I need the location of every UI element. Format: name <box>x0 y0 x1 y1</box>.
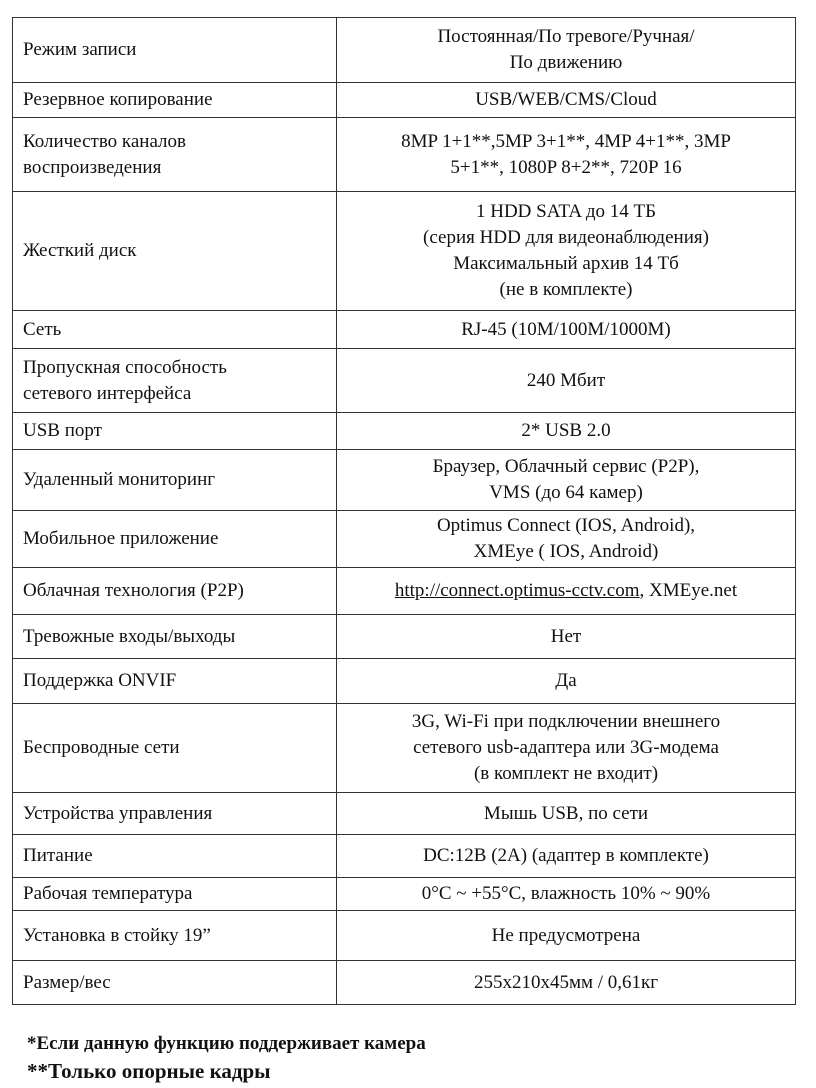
row-label <box>13 511 337 568</box>
label-line: Устройства управления <box>23 802 213 824</box>
row-value <box>337 659 796 704</box>
row-value <box>337 450 796 511</box>
row-label <box>13 835 337 878</box>
table-row <box>13 704 796 793</box>
label-line: Жесткий диск <box>23 240 137 261</box>
label-line: Пропускная способность <box>23 356 227 378</box>
table-row <box>13 511 796 568</box>
table-row <box>13 349 796 413</box>
value-line: RJ-45 (10M/100M/1000M) <box>461 318 671 340</box>
table-row <box>13 413 796 450</box>
row-value <box>337 18 796 83</box>
row-value <box>337 83 796 118</box>
row-value <box>337 911 796 961</box>
table-row <box>13 835 796 878</box>
label-line: сетевого интерфейса <box>23 382 192 404</box>
row-value <box>337 615 796 659</box>
label-line: Размер/вес <box>23 971 111 993</box>
value-line: (в комплект не входит) <box>473 763 659 784</box>
label-line: Сеть <box>23 318 62 340</box>
row-value <box>337 793 796 835</box>
row-label <box>13 793 337 835</box>
footnote-key-frames: **Только опорные кадры <box>27 1059 271 1083</box>
label-line: воспроизведения <box>23 156 162 178</box>
row-value <box>337 878 796 911</box>
table-row <box>13 118 796 192</box>
value-line: По движению <box>509 52 623 73</box>
value-line: 5+1**, 1080P 8+2**, 720P 16 <box>450 156 682 178</box>
label-line: Резервное копирование <box>23 89 213 110</box>
footnote-camera-support: *Если данную функцию поддерживает камера <box>27 1033 426 1054</box>
value-line: 0°C ~ +55°C, влажность 10% ~ 90% <box>421 883 711 904</box>
value-line: 240 Мбит <box>526 369 606 391</box>
row-label <box>13 659 337 704</box>
table-row <box>13 450 796 511</box>
row-label <box>13 311 337 349</box>
label-line: Удаленный мониторинг <box>23 469 216 490</box>
label-line: Установка в стойку 19” <box>23 924 211 946</box>
value-line: Optimus Connect (IOS, Android), <box>436 515 696 536</box>
row-label <box>13 83 337 118</box>
row-value <box>337 704 796 793</box>
table-row <box>13 568 796 615</box>
table-row <box>13 18 796 83</box>
value-line: 2* USB 2.0 <box>521 420 611 441</box>
value-line: 8MP 1+1**,5MP 3+1**, 4MP 4+1**, 3MP <box>401 130 731 152</box>
table-row <box>13 615 796 659</box>
row-value <box>337 511 796 568</box>
value-line: 3G, Wi-Fi при подключении внешнего <box>411 711 721 732</box>
row-label <box>13 118 337 192</box>
value-line: 1 HDD SATA до 14 ТБ <box>475 201 657 222</box>
specs-table <box>12 17 796 1005</box>
row-value <box>337 413 796 450</box>
value-line: Не предусмотрена <box>491 924 641 946</box>
row-label <box>13 704 337 793</box>
label-line: Количество каналов <box>23 130 187 152</box>
value-line: 255x210x45мм / 0,61кг <box>473 971 659 993</box>
label-line: Мобильное приложение <box>23 528 219 549</box>
cloud-link[interactable]: http://connect.optimus-cctv.com <box>394 580 640 601</box>
label-line: Беспроводные сети <box>23 737 180 758</box>
row-label <box>13 568 337 615</box>
row-value <box>337 118 796 192</box>
row-label <box>13 18 337 83</box>
table-row <box>13 659 796 704</box>
table-row <box>13 793 796 835</box>
value-line: (не в комплекте) <box>499 279 633 300</box>
row-value <box>337 192 796 311</box>
value-line: Браузер, Облачный сервис (P2P), <box>432 456 700 477</box>
row-label <box>13 413 337 450</box>
label-line: Рабочая температура <box>23 883 193 904</box>
table-row <box>13 192 796 311</box>
label-line: Тревожные входы/выходы <box>23 625 236 647</box>
row-label <box>13 961 337 1005</box>
row-label <box>13 349 337 413</box>
table-row <box>13 83 796 118</box>
label-line: Поддержка ONVIF <box>23 670 177 691</box>
label-line: Питание <box>23 845 93 866</box>
value-line <box>347 578 785 604</box>
row-value <box>337 311 796 349</box>
value-line: сетевого usb-адаптера или 3G-модема <box>413 737 719 758</box>
row-label <box>13 911 337 961</box>
row-value <box>337 349 796 413</box>
row-label <box>13 192 337 311</box>
row-label <box>13 615 337 659</box>
value-line: Да <box>555 670 577 691</box>
value-line: Постоянная/По тревоге/Ручная/ <box>437 26 695 47</box>
table-row <box>13 878 796 911</box>
table-row <box>13 911 796 961</box>
row-label <box>13 450 337 511</box>
link-suffix: , XMEye.net <box>639 580 738 601</box>
label-line: Облачная технология (P2P) <box>23 580 244 601</box>
value-line: Нет <box>550 625 582 647</box>
label-line: USB порт <box>23 420 102 441</box>
value-line: (серия HDD для видеонаблюдения) <box>423 227 709 248</box>
value-line: USB/WEB/CMS/Cloud <box>475 89 657 110</box>
value-line: XMEye ( IOS, Android) <box>473 541 659 562</box>
value-line: Максимальный архив 14 Тб <box>453 253 679 274</box>
row-value <box>337 961 796 1005</box>
table-row <box>13 311 796 349</box>
row-value <box>337 835 796 878</box>
value-line: DC:12В (2А) (адаптер в комплекте) <box>423 845 709 866</box>
label-line: Режим записи <box>23 39 137 60</box>
value-line: Мышь USB, по сети <box>483 802 649 824</box>
value-line: VMS (до 64 камер) <box>489 482 643 503</box>
row-value <box>337 568 796 615</box>
table-row <box>13 961 796 1005</box>
row-label <box>13 878 337 911</box>
footnotes <box>27 1031 426 1085</box>
